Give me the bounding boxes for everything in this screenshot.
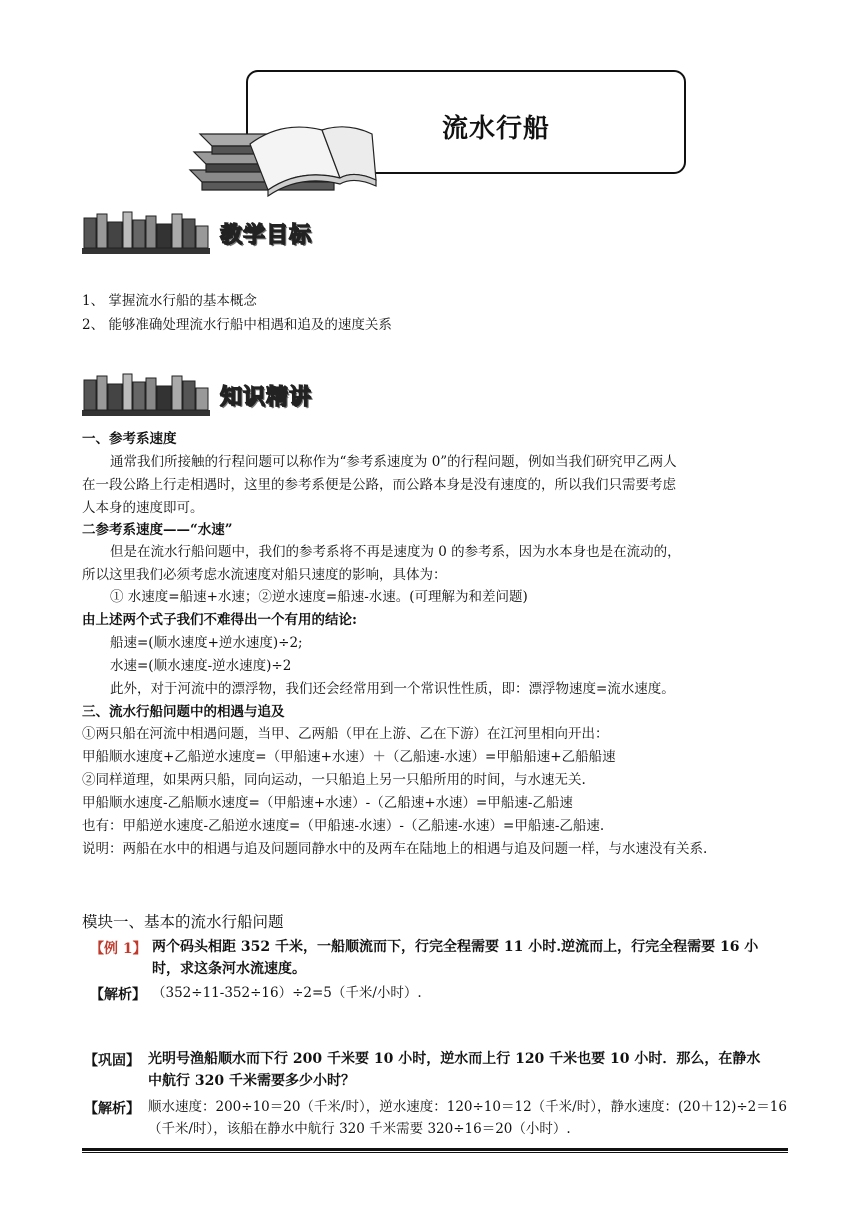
knowledge-heading-1: 一、参考系速度 [82,431,177,447]
example-answer: （352÷11-352÷16）÷2=5（千米/小时）. [152,985,422,1001]
practice-problem-line: 中航行 320 千米需要多少小时？ [148,1073,355,1089]
bookshelf-icon [82,210,212,256]
formula-line: ① 水速度=船速+水速；②逆水速度=船速-水速。(可理解为和差问题) [110,589,528,605]
knowledge-line: 甲船顺水速度+乙船逆水速度=（甲船速+水速）＋（乙船速-水速）=甲船船速+乙船船速 [82,749,616,765]
practice-problem-line: 光明号渔船顺水而下行 200 千米要 10 小时，逆水而上行 120 千米也要 10 小时．那么，在静水 [148,1051,761,1067]
example-tag: 【例 1】 [90,941,147,957]
knowledge-line: 也有：甲船逆水速度-乙船逆水速度=（甲船速-水速）-（乙船速-水速）=甲船速-乙船速. [82,818,605,834]
section-title-knowledge: 知识精讲 [220,385,313,410]
example-problem-line: 两个码头相距 352 千米，一船顺流而下，行完全程需要 11 小时.逆流而上，行完全程需要 16 小 [152,939,759,955]
knowledge-line: 在一段公路上行走相遇时，这里的参考系便是公路，而公路本身是没有速度的，所以我们只需要考虑 [82,477,676,493]
goal-item-2: 2、 能够准确处理流水行船中相遇和追及的速度关系 [82,317,392,333]
practice-answer-line: （千米/时），该船在静水中航行 320 千米需要 320÷16＝20（小时）. [148,1121,571,1137]
knowledge-heading-3: 三、流水行船问题中的相遇与追及 [82,704,285,720]
answer-tag: 【解析】 [84,1101,140,1117]
section-title-goals: 教学目标 [220,223,313,248]
goal-item-1: 1、 掌握流水行船的基本概念 [82,293,257,309]
example-problem-line: 时，求这条河水流速度。 [152,961,306,977]
knowledge-line: 所以这里我们必须考虑水流速度对船只速度的影响，具体为： [82,567,447,583]
books-illustration [172,100,382,200]
section-banner-knowledge [82,372,342,422]
knowledge-heading-conclusion: 由上述两个式子我们不难得出一个有用的结论: [82,612,357,628]
knowledge-line: 此外，对于河流中的漂浮物，我们还会经常用到一个常识性性质，即：漂浮物速度=流水速度。 [110,681,675,697]
knowledge-line: 通常我们所接触的行程问题可以称作为“参考系速度为 0”的行程问题，例如当我们研究甲乙两人 [110,454,677,470]
formula-line: 船速=(顺水速度+逆水速度)÷2; [110,635,303,651]
knowledge-line: 甲船顺水速度-乙船顺水速度=（甲船速+水速）-（乙船速+水速）=甲船速-乙船速 [82,795,573,811]
module-title: 模块一、基本的流水行船问题 [82,913,284,931]
knowledge-line: ②同样道理，如果两只船，同向运动，一只船追上另一只船所用的时间，与水速无关. [82,772,586,788]
page-title: 流水行船 [442,114,551,144]
knowledge-line: ①两只船在河流中相遇问题，当甲、乙两船（甲在上游、乙在下游）在江河里相向开出： [82,726,609,742]
knowledge-line: 人本身的速度即可。 [82,500,204,516]
knowledge-line: 说明：两船在水中的相遇与追及问题同静水中的及两车在陆地上的相遇与追及问题一样，与水速没有关系. [82,841,708,857]
knowledge-heading-2: 二参考系速度——“水速” [82,522,233,538]
formula-line: 水速=(顺水速度-逆水速度)÷2 [110,658,292,674]
bottom-rule [82,1148,788,1153]
answer-tag: 【解析】 [90,987,146,1003]
section-banner-goals [82,210,342,260]
practice-tag: 【巩固】 [84,1053,140,1069]
knowledge-line: 但是在流水行船问题中，我们的参考系将不再是速度为 0 的参考系，因为水本身也是在流动的， [110,544,681,560]
bookshelf-icon [82,372,212,418]
practice-answer-line: 顺水速度：200÷10＝20（千米/时），逆水速度：120÷10＝12（千米/时），静水速度：(20＋12)÷2＝16 [148,1099,787,1115]
